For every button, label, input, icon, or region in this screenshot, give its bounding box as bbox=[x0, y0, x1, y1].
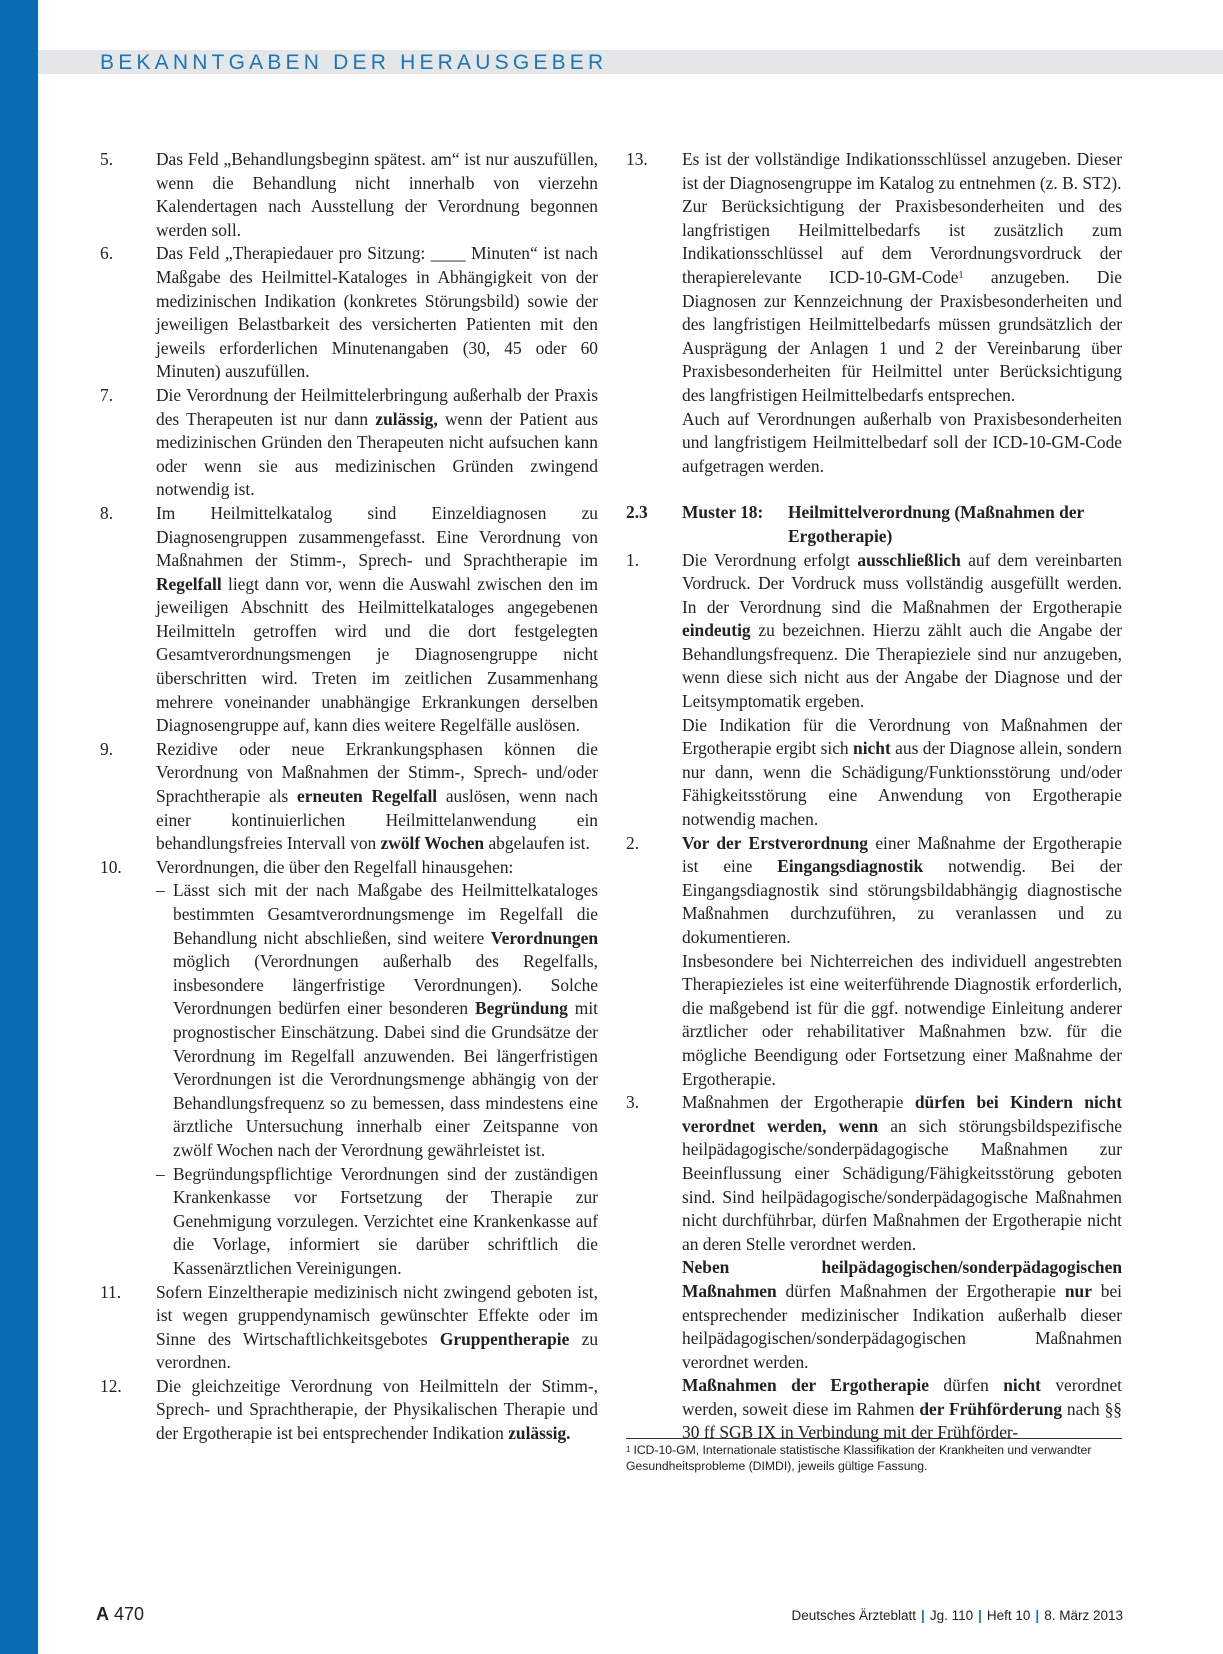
item-text: Das Feld „Behandlungsbeginn spätest. am“ ist nur auszufüllen, wenn die Behandlung nicht innerhalb von vierzehn Kalendertagen nach Ausstellung der Verordnung begonnen werden soll. bbox=[156, 149, 598, 240]
section-label: Muster 18: bbox=[682, 502, 764, 523]
separator: | bbox=[978, 1608, 982, 1623]
emphasis: Begründung bbox=[475, 998, 568, 1019]
list-item-8 bbox=[100, 502, 598, 738]
dash-mark: – bbox=[156, 880, 165, 901]
item-number: 9. bbox=[100, 738, 114, 759]
emphasis: ausschließlich bbox=[857, 549, 961, 570]
separator: | bbox=[1035, 1608, 1040, 1623]
emphasis: der Frühförderung bbox=[919, 1398, 1063, 1419]
separator: | bbox=[921, 1608, 925, 1623]
item-number: 6. bbox=[100, 243, 114, 264]
footnote-divider bbox=[626, 1438, 1122, 1439]
item-paragraph: Neben heilpädagogischen/sonderpädagogischen Maßnahmen dürfen Maßnahmen der Ergotherapie nur bei entsprechender medizinischer Indikation außerhalb dieser heilpädagogischen/sonderpädagogischen Maßnahmen verordnet werden. bbox=[682, 1257, 1122, 1372]
section-heading bbox=[626, 501, 1122, 548]
item-number: 10. bbox=[100, 856, 122, 877]
item-number: 2. bbox=[626, 832, 640, 853]
list-item-9 bbox=[100, 738, 598, 856]
emphasis: Eingangsdiagnostik bbox=[777, 856, 924, 877]
emphasis: zulässig, bbox=[375, 408, 438, 429]
dash-item bbox=[156, 1163, 598, 1281]
item-number: 11. bbox=[100, 1281, 122, 1302]
page-number bbox=[96, 1604, 144, 1625]
item-paragraph: Maßnahmen der Ergotherapie dürfen nicht verordnet werden, soweit diese im Rahmen der Frühförderung nach §§ 30 ff SGB IX in Verbindung mit der Frühförder- bbox=[682, 1375, 1123, 1443]
item-paragraph: Insbesondere bei Nichterreichen des individuell angestrebten Therapiezieles ist eine weiterführende Diagnostik erforderlich, die maßgebend ist für die ggf. notwendige Einleitung anderer ärztlicher oder rehabilitativer Maßnahmen bzw. für die mögliche Beendigung oder Fortsetzung einer Maßnahme der Ergotherapie. bbox=[682, 950, 1122, 1089]
item-text: Rezidive oder neue Erkrankungsphasen können die Verordnung von Maßnahmen der Stimm-, Sprech- und/oder Sprachtherapie als erneuten Regelfall auslösen, wenn nach einer kontinuierlichen Heilmittelanwendung ein behandlungsfreies Intervall von zwölf Wochen abgelaufen ist. bbox=[156, 738, 599, 854]
list-item-6 bbox=[100, 242, 598, 384]
footnote-mark: 1 bbox=[626, 1445, 631, 1454]
item-number: 5. bbox=[100, 149, 114, 169]
item-paragraph: Zur Berücksichtigung der Praxisbesonderheiten und des langfristigen Heilmittelbedarfs ist zusätzlich zum Indikationsschlüssel auf dem Verordnungsvordruck der therapierelevante ICD-10-GM-Code$^1$ anzugeben. Die Diagnosen zur Kennzeichnung der Praxisbesonderheiten und des langfristigen Heilmittelbedarfs müssen grundsätzlich der Ausprägung der Anlagen 1 und 2 der Vereinbarung über Praxisbesonderheiten für Heilmittel unter Berücksichtigung des langfristigen Heilmittelbedarfs entsprechen. bbox=[682, 196, 1122, 405]
list-item-11 bbox=[100, 1281, 598, 1375]
emphasis: Vor der Erstverordnung bbox=[682, 832, 869, 853]
emphasis: nicht bbox=[853, 738, 891, 759]
item-text: Das Feld „Therapiedauer pro Sitzung: ____ Minuten“ ist nach Maßgabe des Heilmittel-Kataloges in Abhängigkeit von der medizinischen Indikation (konkretes Störungsbild) sowie der jeweiligen Belastbarkeit des versicherten Patienten mit den jeweils erforderlichen Minutenangaben (30, 45 oder 60 Minuten) auszufüllen. bbox=[156, 243, 598, 382]
item-paragraph: Maßnahmen der Ergotherapie dürfen bei Kindern nicht verordnet werden, wenn an sich störungsbildspezifische heilpädagogische/sonderpädagogische Maßnahmen zur Beeinflussung einer Schädigung/Fähigkeitsstörung geboten sind. Sind heilpädagogische/sonderpädagogische Maßnahmen nicht durchführbar, dürfen Maßnahmen der Ergotherapie nicht an deren Stelle verordnet werden. bbox=[682, 1092, 1122, 1254]
ergo-item-3 bbox=[626, 1091, 1122, 1445]
item-paragraph: Vor der Erstverordnung einer Maßnahme der Ergotherapie ist eine Eingangsdiagnostik notwendig. Bei der Eingangsdiagnostik sind störungsbildabhängig diagnostische Maßnahmen durchzuführen, zu veranlassen und zu dokumentieren. bbox=[682, 832, 1123, 947]
journal-issue: Heft 10 bbox=[986, 1608, 1031, 1623]
item-number: 8. bbox=[100, 502, 114, 523]
item-number: 7. bbox=[100, 384, 114, 405]
footnote-text: ICD-10-GM, Internationale statistische Klassifikation der Krankheiten und verwandter Gesundheitsprobleme (DIMDI), jeweils gültige Fassung. bbox=[626, 1443, 1092, 1473]
dash-text: Begründungspflichtige Verordnungen sind der zuständigen Krankenkasse vor Fortsetzung der Therapie zur Genehmigung vorzulegen. Verzichtet eine Krankenkasse auf die Vorlage, informiert sie darüber schriftlich die Kassenärztlichen Vereinigungen. bbox=[173, 1163, 598, 1278]
emphasis: zwölf Wochen bbox=[380, 833, 485, 854]
emphasis: Maßnahmen der Ergotherapie bbox=[682, 1375, 929, 1396]
list-item-13 bbox=[626, 148, 1122, 478]
item-number: 1. bbox=[626, 549, 640, 570]
emphasis: Verordnungen bbox=[490, 927, 598, 948]
ergo-item-1 bbox=[626, 549, 1122, 832]
right-column bbox=[626, 148, 1122, 1445]
emphasis: Regelfall bbox=[156, 573, 222, 594]
dash-text: Lässt sich mit der nach Maßgabe des Heilmittelkataloges bestimmten Gesamtverordnungsmenge im Regelfall die Behandlung nicht abschließen, sind weitere Verordnungen möglich (Verordnungen außerhalb des Regelfalls, insbesondere längerfristige Verordnungen). Solche Verordnungen bedürfen einer besonderen Begründung mit prognostischer Einschätzung. Dabei sind die Grundsätze der Verordnung im Regelfall anzuwenden. Bei längerfristigen Verordnungen ist die Verordnungsmenge abhängig von der Behandlungsfrequenz so zu bemessen, dass mindestens eine ärztliche Untersuchung innerhalb einer Zeitspanne von zwölf Wochen nach der Verordnung gewährleistet ist. bbox=[173, 880, 598, 1160]
ergo-item-2 bbox=[626, 832, 1122, 1092]
section-header-title: BEKANNTGABEN DER HERAUSGEBER bbox=[100, 51, 608, 74]
item-number: 3. bbox=[626, 1092, 640, 1113]
list-item-5 bbox=[100, 148, 598, 242]
page-letter: A bbox=[96, 1604, 109, 1624]
page-number-value: 470 bbox=[114, 1604, 145, 1624]
item-paragraph: Es ist der vollständige Indikationsschlüssel anzugeben. Dieser ist der Diagnosengruppe im Katalog zu entnehmen (z. B. ST2). bbox=[682, 149, 1122, 193]
emphasis: Neben heilpädagogischen/sonderpädagogischen Maßnahmen bbox=[682, 1257, 1122, 1301]
emphasis: zulässig. bbox=[508, 1423, 571, 1444]
emphasis: dürfen bei Kindern nicht verordnet werden, wenn bbox=[682, 1092, 1122, 1136]
list-item-10 bbox=[100, 856, 598, 1281]
emphasis: nur bbox=[1064, 1280, 1092, 1301]
section-title: Heilmittelverordnung (Maßnahmen der Ergotherapie) bbox=[788, 502, 1084, 546]
item-text: Die Verordnung der Heilmittelerbringung außerhalb der Praxis des Therapeuten ist nur dann zulässig, wenn der Patient aus medizinischen Gründen den Therapeuten nicht aufsuchen kann oder wenn sie aus medizinischen Gründen zwingend notwendig ist. bbox=[156, 384, 598, 500]
journal-date: 8. März 2013 bbox=[1044, 1608, 1123, 1623]
left-column bbox=[100, 148, 598, 1446]
dash-mark: – bbox=[156, 1163, 165, 1184]
journal-reference bbox=[791, 1608, 1123, 1623]
item-text: Im Heilmittelkatalog sind Einzeldiagnosen zu Diagnosengruppen zusammengefasst. Eine Verordnung von Maßnahmen der Stimm-, Sprech- und Sprachtherapie im Regelfall liegt dann vor, wenn die Auswahl zwischen den im jeweiligen Abschnitt des Heilmittelkataloges angegebenen Heilmitteln getroffen wird und die dort festgelegten Gesamtverordnungsmengen je Diagnosengruppe nicht überschritten wird. Treten im zeitlichen Zusammenhang mehrere voneinander unabhängige Erkrankungen derselben Diagnosengruppe auf, kann dies weitere Regelfälle auslösen. bbox=[156, 502, 598, 736]
dash-item bbox=[156, 879, 598, 1162]
item-number: 12. bbox=[100, 1375, 122, 1396]
emphasis: nicht bbox=[1003, 1375, 1041, 1396]
item-paragraph: Auch auf Verordnungen außerhalb von Praxisbesonderheiten und langfristigem Heilmittelbedarf soll der ICD-10-GM-Code aufgetragen werden. bbox=[682, 408, 1122, 476]
item-number: 13. bbox=[626, 149, 648, 169]
side-color-bar bbox=[0, 0, 38, 1654]
list-item-7 bbox=[100, 384, 598, 502]
footnote-reference: 1 bbox=[958, 269, 964, 281]
item-intro: Verordnungen, die über den Regelfall hinausgehen: bbox=[156, 856, 514, 877]
journal-name: Deutsches Ärzteblatt bbox=[791, 1608, 917, 1623]
item-text: Sofern Einzeltherapie medizinisch nicht zwingend geboten ist, ist wegen gruppendynamisch gewünschter Effekte oder im Sinne des Wirtschaftlichkeitsgebotes Gruppentherapie zu verordnen. bbox=[156, 1281, 599, 1373]
item-paragraph: Die Verordnung erfolgt ausschließlich auf dem vereinbarten Vordruck. Der Vordruck muss vollständig ausgefüllt werden. In der Verordnung sind die Maßnahmen der Ergotherapie eindeutig zu bezeichnen. Hierzu zählt auch die Angabe der Behandlungsfrequenz. Die Therapieziele sind nur anzugeben, wenn diese sich nicht aus der Angabe der Diagnose und der Leitsymptomatik ergeben. bbox=[682, 549, 1123, 712]
item-text: Die gleichzeitige Verordnung von Heilmitteln der Stimm-, Sprech- und Sprachtherapie, der Physikalischen Therapie und der Ergotherapie ist bei entsprechender Indikation zulässig. bbox=[156, 1375, 598, 1444]
list-item-12 bbox=[100, 1375, 598, 1446]
section-number: 2.3 bbox=[626, 502, 648, 523]
emphasis: eindeutig bbox=[682, 620, 751, 641]
emphasis: Gruppentherapie bbox=[439, 1328, 570, 1349]
emphasis: erneuten Regelfall bbox=[297, 786, 438, 807]
footnote bbox=[626, 1442, 1126, 1474]
journal-volume: Jg. 110 bbox=[929, 1608, 974, 1623]
item-paragraph: Die Indikation für die Verordnung von Maßnahmen der Ergotherapie ergibt sich nicht aus der Diagnose allein, sondern nur dann, wenn die Schädigung/Funktionsstörung und/oder Fähigkeitsstörung eine Anwendung von Ergotherapie notwendig machen. bbox=[682, 714, 1122, 830]
